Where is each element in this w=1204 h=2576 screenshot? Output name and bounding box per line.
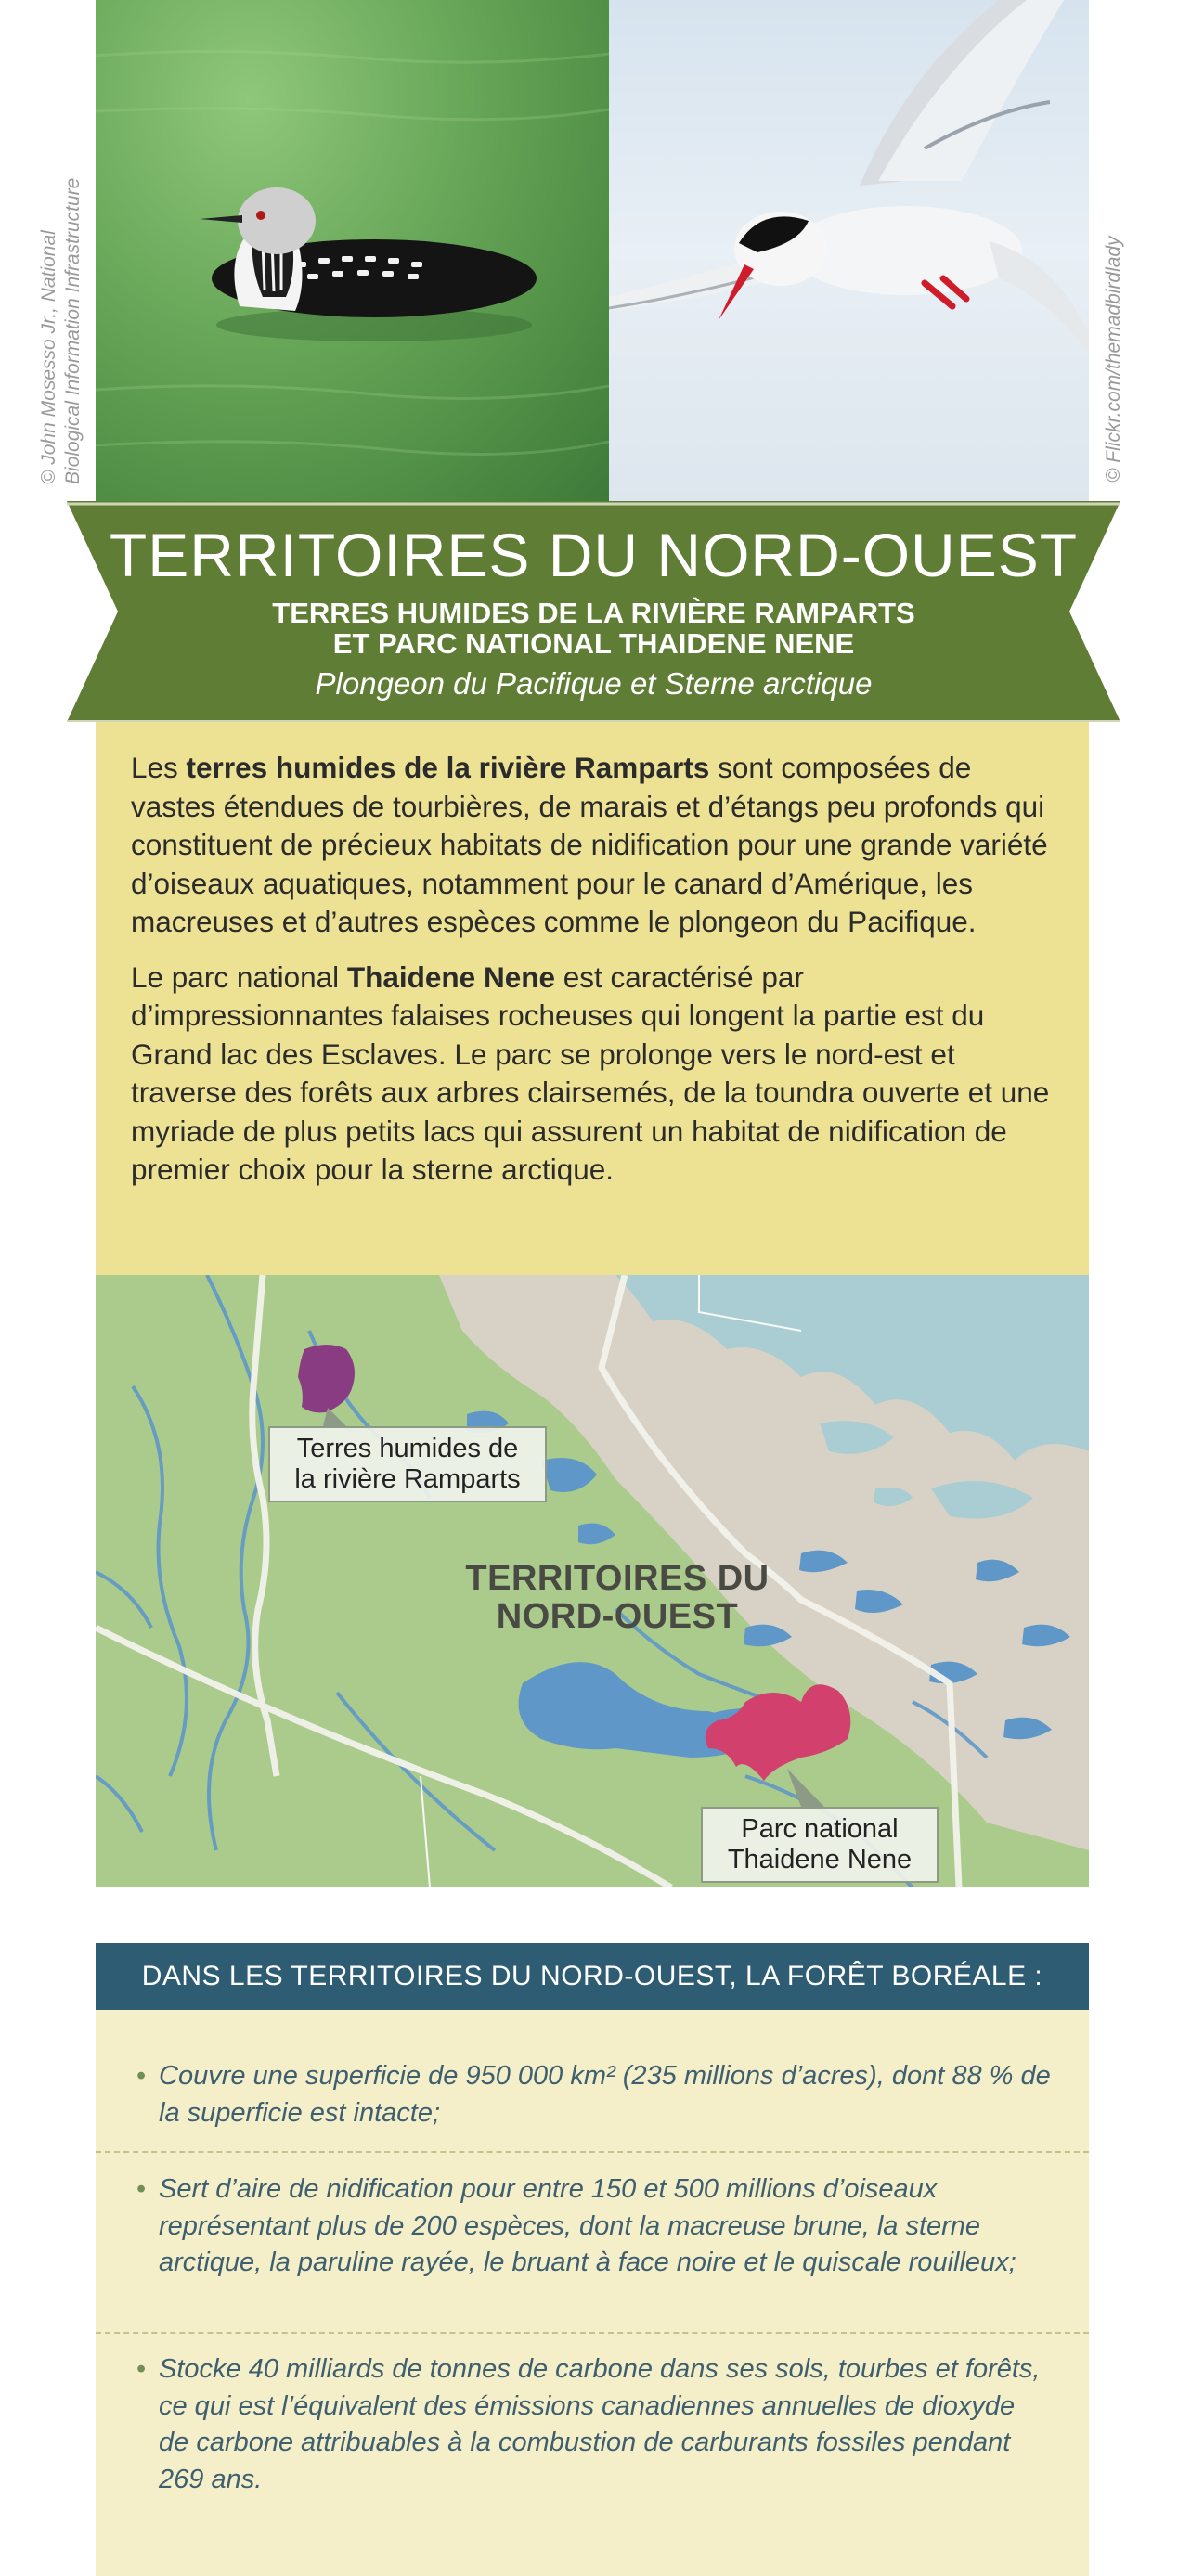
tern-illustration [609,0,1089,501]
species-subtitle: Plongeon du Pacifique et Sterne arctique [315,666,873,701]
fact-text-3: Stocke 40 milliards de tonnes de carbone dans ses sols, tourbes et forêts, ce qui est l’équivalent des émissions canadiennes annuelles de dioxyde de carbone attribuables à la combustion de carburants fossiles pendant 269 ans. [159,2354,1041,2494]
photo-credit-tern: © Flickr.com/themadbirdlady [1103,236,1124,483]
fact-text-1: Couvre une superficie de 950 000 km² (235 millions d’acres), dont 88 % de la superficie est intacte; [159,2061,1051,2128]
loon-illustration [96,0,609,501]
subtitle-line-2: ET PARC NATIONAL THAIDENE NENE [332,627,855,660]
fact-item-1 [96,2058,1089,2132]
intro-paragraph-1 [131,749,1055,942]
bullet-icon: • [136,2174,147,2204]
intro-p1-bold: terres humides de la rivière Ramparts [186,751,710,784]
park-label-line1: Parc national [741,1814,899,1844]
divider [96,2332,1089,2334]
park-label [701,1807,939,1883]
subtitle-line-1: TERRES HUMIDES DE LA RIVIÈRE RAMPARTS [272,597,915,629]
photo-credit-loon-line1: © John Mosesso Jr., National [38,230,59,484]
ramparts-label-line2: la rivière Ramparts [294,1464,521,1494]
ramparts-label-line1: Terres humides de [296,1434,519,1463]
divider [96,2151,1089,2153]
facts-list [96,2010,1089,2576]
photo-credit-loon-line2: Biological Information Infrastructure [62,177,84,484]
bullet-icon: • [136,2354,147,2384]
ramparts-label [268,1426,547,1502]
fact-text-2: Sert d’aire de nidification pour entre 150 et 500 millions d’oiseaux représentant plus de 200 espèces, dont la macreuse brune, la sterne arctique, la paruline rayée, le bruant à face noire et le quiscale rouilleux; [159,2174,1016,2277]
tern-photo [609,0,1089,501]
intro-p2-bold: Thaidene Nene [346,960,555,994]
fact-item-2 [96,2171,1089,2282]
intro-p1-rest: sont composées de vastes étendues de tourbières, de marais et d’étangs peu profonds qui constituent de précieux habitats de nidification pour une grande variété d’oiseaux aquatiques, notamment pour le canard d’Amérique, les macreuses et d’autres espèces comme le plongeon du Pacifique. [131,751,1048,938]
map [96,1275,1089,1887]
park-label-line2: Thaidene Nene [727,1845,913,1874]
photo-credit-loon [37,178,85,484]
fact-item-3 [96,2351,1089,2498]
bullet-icon: • [136,2061,147,2091]
intro-section [96,722,1089,1275]
territory-label-line2: NORD-OUEST [496,1597,739,1636]
territory-label-line1: TERRITOIRES DU [465,1559,770,1598]
intro-p1-prefix: Les [131,751,187,784]
intro-p2-prefix: Le parc national [131,960,347,994]
banner-text [58,501,1130,722]
intro-p2-rest: est caractérisé par d’impressionnantes falaises rocheuses qui longent la partie est du Grand lac des Esclaves. Le parc se prolonge vers le nord-est et traverse des forêts aux arbres clairsemés, de la toundra ouverte et une myriade de plus petits lacs qui assurent un habitat de nidification de premier choix pour la sterne arctique. [131,960,1050,1186]
loon-photo [96,0,609,501]
page-title: TERRITOIRES DU NORD-OUEST [109,521,1079,589]
facts-header: DANS LES TERRITOIRES DU NORD-OUEST, LA FORÊT BORÉALE : [96,1943,1089,2010]
intro-paragraph-2 [131,959,1055,1190]
